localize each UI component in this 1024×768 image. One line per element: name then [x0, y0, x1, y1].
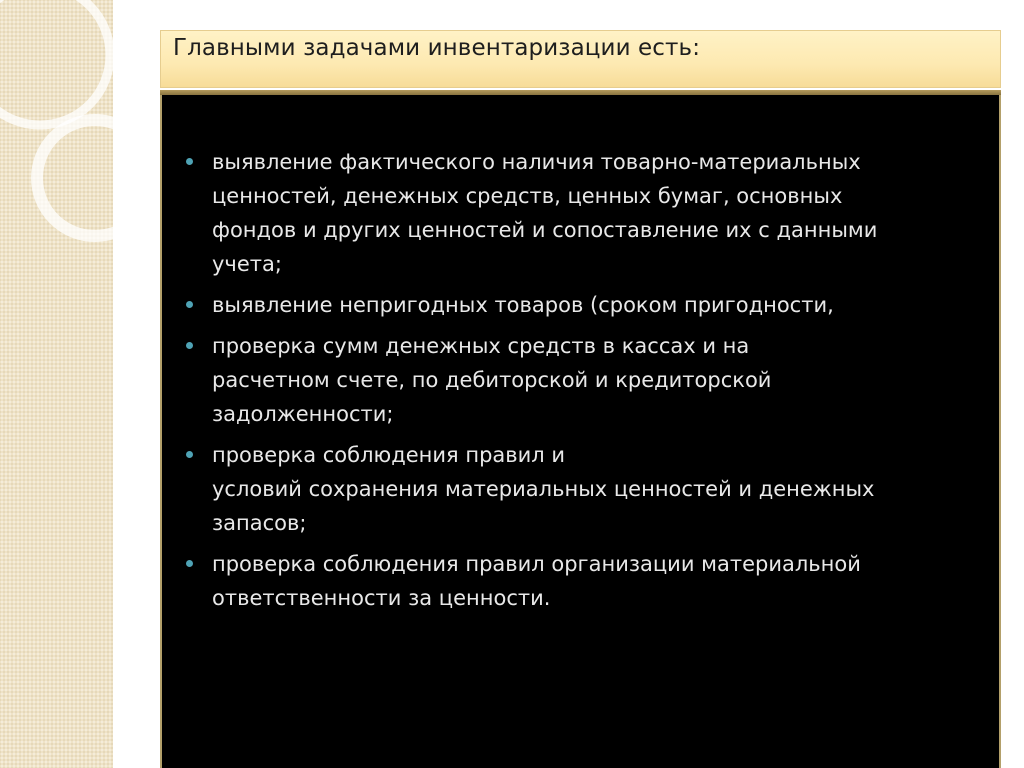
bullet-dot-icon	[186, 342, 193, 349]
bullet-text: выявление непригодных товаров (сроком пригодности,	[212, 293, 834, 317]
list-item	[180, 145, 970, 281]
bullet-dot-icon	[186, 301, 193, 308]
bullet-text: выявление фактического наличия товарно-материальных ценностей, денежных средств, ценных бумаг, основных фондов и других ценностей и сопоставление их с данными учета;	[212, 150, 878, 276]
bullet-dot-icon	[186, 560, 193, 567]
bullet-list	[180, 145, 970, 622]
slide-title: Главными задачами инвентаризации есть:	[173, 35, 701, 61]
decorative-circles	[0, 0, 113, 768]
decorative-circle-large	[0, 0, 110, 125]
slide-content	[160, 95, 1001, 768]
bullet-text: проверка соблюдения правил организации материальной ответственности за ценности.	[212, 552, 861, 610]
list-item	[180, 329, 970, 431]
bullet-dot-icon	[186, 451, 193, 458]
bullet-text: проверка сумм денежных средств в кассах и на расчетном счете, по дебиторской и кредиторской задолженности;	[212, 334, 772, 426]
list-item	[180, 547, 970, 615]
list-item	[180, 438, 970, 540]
slide-title-bar	[160, 30, 1001, 88]
bullet-text: проверка соблюдения правил и условий сохранения материальных ценностей и денежных запасов;	[212, 443, 875, 535]
list-item	[180, 288, 970, 322]
bullet-dot-icon	[186, 158, 193, 165]
decorative-side-panel	[0, 0, 113, 768]
decorative-circle-ring	[37, 120, 113, 236]
